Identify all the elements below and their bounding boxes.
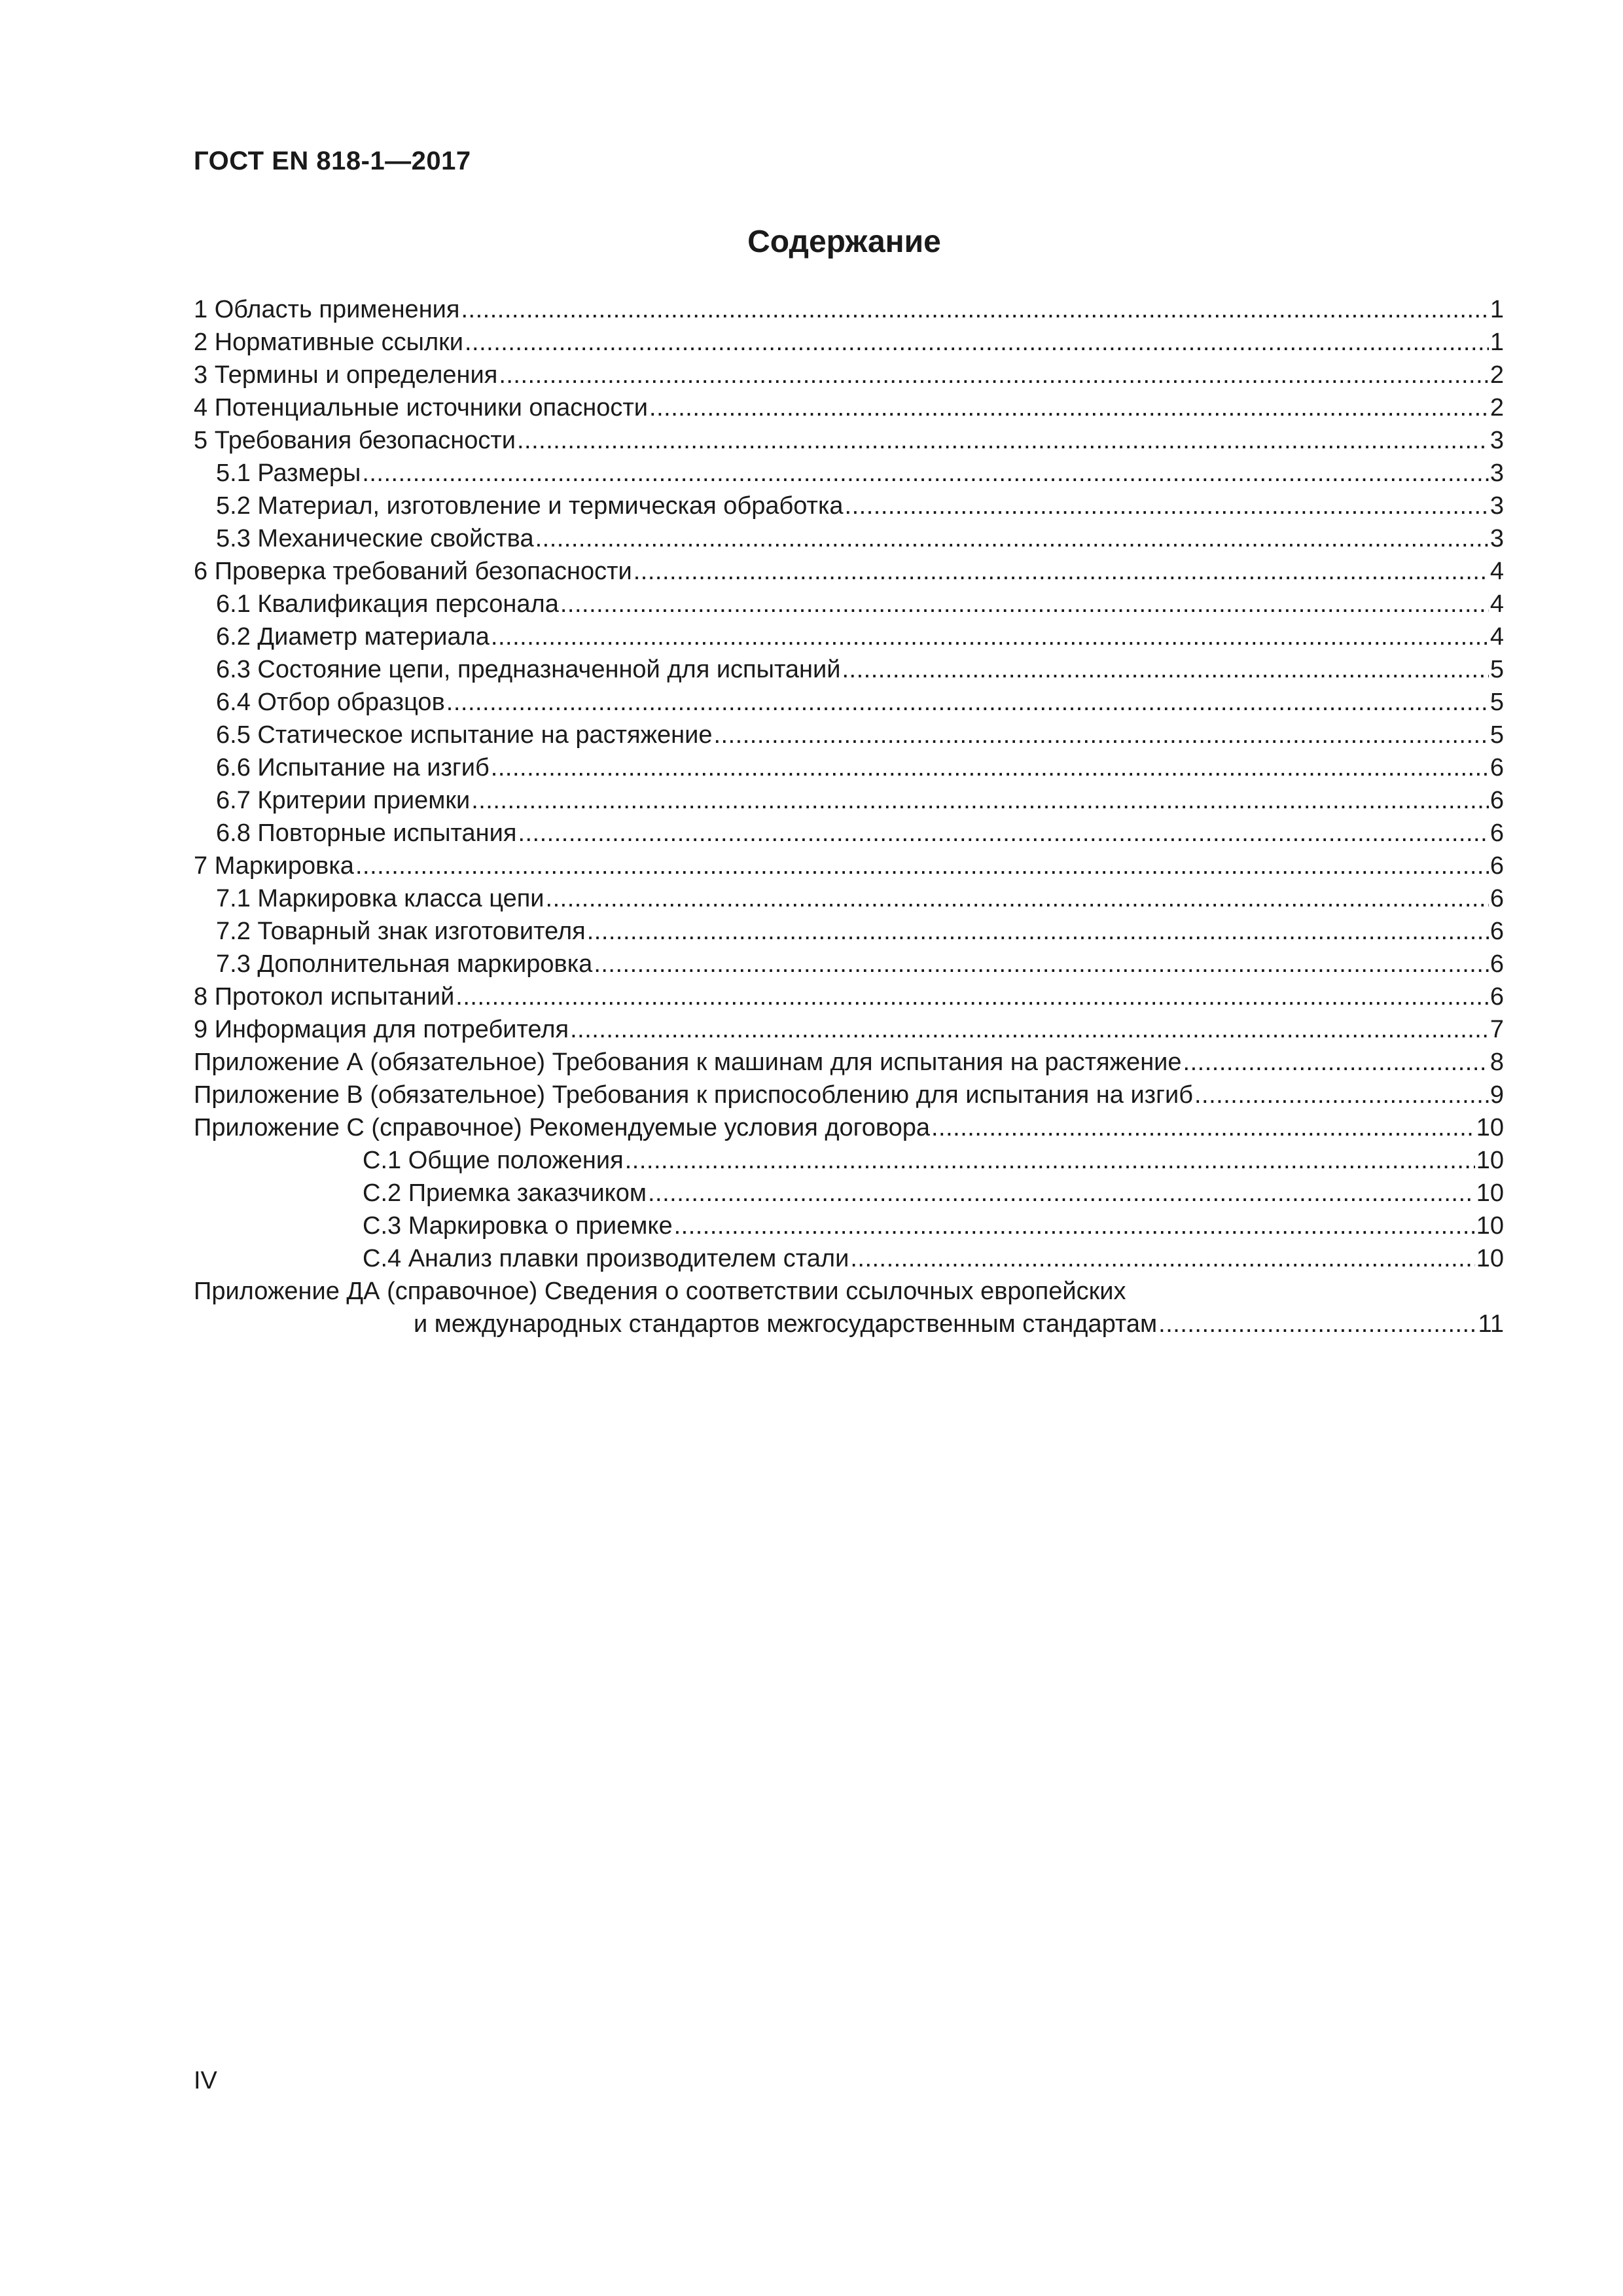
toc-dot-leader (560, 590, 1489, 619)
toc-entry-title: 5.1 Размеры (216, 459, 361, 487)
toc-dot-leader (842, 656, 1489, 684)
toc-dot-leader (649, 394, 1489, 422)
toc-entry-page: 5 (1489, 689, 1504, 716)
toc-entry-page: 5 (1489, 656, 1504, 683)
toc-entry-page: 3 (1489, 459, 1504, 487)
toc-entry-page: 6 (1489, 918, 1504, 945)
toc-entry-title: 5.3 Механические свойства (216, 525, 534, 552)
toc-dot-leader (355, 852, 1489, 880)
toc-entry-page: 11 (1478, 1310, 1504, 1338)
toc-entry-page: 3 (1489, 525, 1504, 552)
toc-dot-leader (455, 983, 1489, 1011)
toc-dot-leader (491, 754, 1489, 782)
toc-entry-title: Приложение С (справочное) Рекомендуемые условия договора (194, 1114, 930, 1141)
toc-dot-leader (535, 525, 1489, 553)
toc-entry-title: 4 Потенциальные источники опасности (194, 394, 649, 422)
toc-entry[interactable] (194, 1049, 1504, 1081)
toc-entry[interactable] (194, 525, 1504, 558)
toc-entry-title: 2 Нормативные ссылки (194, 329, 463, 356)
toc-entry-page: 10 (1476, 1245, 1504, 1272)
toc-entry-page: 8 (1489, 1049, 1504, 1076)
toc-entry-title: 6.8 Повторные испытания (216, 819, 517, 847)
toc-entry-title: 7.1 Маркировка класса цепи (216, 885, 544, 912)
toc-entry-page: 6 (1489, 950, 1504, 978)
toc-entry[interactable] (194, 852, 1504, 885)
table-of-contents (194, 296, 1504, 1343)
toc-dot-leader (1183, 1049, 1489, 1077)
toc-entry[interactable] (194, 1245, 1504, 1278)
toc-dot-leader (594, 950, 1489, 978)
toc-entry[interactable] (194, 1278, 1504, 1310)
toc-entry-page: 6 (1489, 885, 1504, 912)
toc-entry[interactable] (194, 1310, 1504, 1343)
toc-entry-title: 6.1 Квалификация персонала (216, 590, 559, 618)
toc-dot-leader (1158, 1310, 1476, 1338)
toc-entry[interactable] (194, 1179, 1504, 1212)
toc-entry-title: Приложение ДА (справочное) Сведения о соответствии ссылочных европейских (194, 1278, 1126, 1305)
toc-dot-leader (491, 623, 1489, 651)
toc-dot-leader (674, 1212, 1475, 1240)
toc-entry[interactable] (194, 656, 1504, 689)
toc-entry-page: 10 (1476, 1114, 1504, 1141)
toc-entry-page: 1 (1489, 329, 1504, 356)
toc-dot-leader (546, 885, 1489, 913)
toc-entry[interactable] (194, 492, 1504, 525)
toc-entry-title: 8 Протокол испытаний (194, 983, 455, 1011)
toc-dot-leader (362, 459, 1489, 488)
toc-entry-title: 6.5 Статическое испытание на растяжение (216, 721, 713, 749)
toc-entry-title: 6.6 Испытание на изгиб (216, 754, 490, 781)
document-code: ГОСТ EN 818-1—2017 (194, 147, 471, 175)
toc-entry[interactable] (194, 950, 1504, 983)
toc-entry-title: 7.2 Товарный знак изготовителя (216, 918, 586, 945)
toc-entry-title: С.3 Маркировка о приемке (363, 1212, 673, 1240)
toc-entry[interactable] (194, 819, 1504, 852)
toc-entry-title: 5.2 Материал, изготовление и термическая обработка (216, 492, 844, 520)
toc-entry-title: 9 Информация для потребителя (194, 1016, 569, 1043)
toc-entry[interactable] (194, 918, 1504, 950)
toc-entry-page: 4 (1489, 623, 1504, 651)
toc-entry-title: Приложение В (обязательное) Требования к приспособлению для испытания на изгиб (194, 1081, 1193, 1109)
toc-entry-page: 4 (1489, 590, 1504, 618)
toc-dot-leader (850, 1245, 1474, 1273)
toc-entry-title: Приложение А (обязательное) Требования к машинам для испытания на растяжение (194, 1049, 1182, 1076)
toc-entry[interactable] (194, 394, 1504, 427)
toc-entry[interactable] (194, 1114, 1504, 1147)
toc-entry[interactable] (194, 296, 1504, 329)
toc-entry[interactable] (194, 1147, 1504, 1179)
toc-entry[interactable] (194, 590, 1504, 623)
toc-entry[interactable] (194, 787, 1504, 819)
toc-entry-page: 6 (1489, 819, 1504, 847)
toc-entry-page: 3 (1489, 427, 1504, 454)
toc-entry-page: 6 (1489, 852, 1504, 880)
toc-dot-leader (648, 1179, 1475, 1208)
toc-entry[interactable] (194, 329, 1504, 361)
toc-dot-leader (714, 721, 1489, 749)
toc-entry[interactable] (194, 983, 1504, 1016)
toc-entry[interactable] (194, 623, 1504, 656)
toc-entry-page: 4 (1489, 558, 1504, 585)
toc-dot-leader (931, 1114, 1475, 1142)
toc-dot-leader (461, 296, 1488, 324)
toc-dot-leader (499, 361, 1489, 389)
toc-entry-title: и международных стандартов межгосударственным стандартам (414, 1310, 1158, 1338)
toc-dot-leader (587, 918, 1489, 946)
toc-dot-leader (471, 787, 1489, 815)
toc-dot-leader (517, 427, 1489, 455)
toc-entry[interactable] (194, 721, 1504, 754)
toc-entry-title: 6.2 Диаметр материала (216, 623, 490, 651)
toc-entry[interactable] (194, 427, 1504, 459)
toc-entry-page: 9 (1489, 1081, 1504, 1109)
toc-dot-leader (446, 689, 1489, 717)
toc-entry-page: 2 (1489, 361, 1504, 389)
toc-entry-title: 1 Область применения (194, 296, 460, 323)
toc-entry-page: 3 (1489, 492, 1504, 520)
toc-entry[interactable] (194, 361, 1504, 394)
toc-entry[interactable] (194, 558, 1504, 590)
toc-entry-title: 6 Проверка требований безопасности (194, 558, 632, 585)
toc-entry[interactable] (194, 1081, 1504, 1114)
toc-entry-page: 6 (1489, 983, 1504, 1011)
toc-entry-page: 1 (1489, 296, 1504, 323)
toc-dot-leader (625, 1147, 1475, 1175)
toc-entry-page: 6 (1489, 754, 1504, 781)
toc-entry[interactable] (194, 1212, 1504, 1245)
toc-entry-page: 7 (1489, 1016, 1504, 1043)
toc-entry-title: С.2 Приемка заказчиком (363, 1179, 647, 1207)
toc-entry-page: 2 (1489, 394, 1504, 422)
toc-entry[interactable] (194, 885, 1504, 918)
toc-entry-title: 7.3 Дополнительная маркировка (216, 950, 593, 978)
toc-entry-page: 10 (1476, 1212, 1504, 1240)
toc-entry-page: 5 (1489, 721, 1504, 749)
toc-dot-leader (518, 819, 1488, 848)
toc-entry-title: 7 Маркировка (194, 852, 354, 880)
toc-entry[interactable] (194, 1016, 1504, 1049)
toc-entry-title: 6.7 Критерии приемки (216, 787, 471, 814)
page-number: IV (194, 2067, 217, 2094)
toc-entry-title: 6.3 Состояние цепи, предназначенной для испытаний (216, 656, 841, 683)
toc-entry-title: С.1 Общие положения (363, 1147, 624, 1174)
toc-entry-title: 6.4 Отбор образцов (216, 689, 445, 716)
toc-dot-leader (465, 329, 1489, 357)
toc-entry[interactable] (194, 459, 1504, 492)
toc-title: Содержание (747, 224, 941, 259)
toc-dot-leader (845, 492, 1489, 520)
toc-entry[interactable] (194, 689, 1504, 721)
toc-entry-title: 3 Термины и определения (194, 361, 498, 389)
toc-dot-leader (570, 1016, 1489, 1044)
toc-dot-leader (633, 558, 1489, 586)
toc-entry-page: 10 (1476, 1179, 1504, 1207)
toc-entry-title: 5 Требования безопасности (194, 427, 516, 454)
toc-entry-page: 6 (1489, 787, 1504, 814)
toc-entry-page: 10 (1476, 1147, 1504, 1174)
toc-dot-leader (1194, 1081, 1489, 1109)
toc-entry-title: С.4 Анализ плавки производителем стали (363, 1245, 849, 1272)
toc-entry[interactable] (194, 754, 1504, 787)
